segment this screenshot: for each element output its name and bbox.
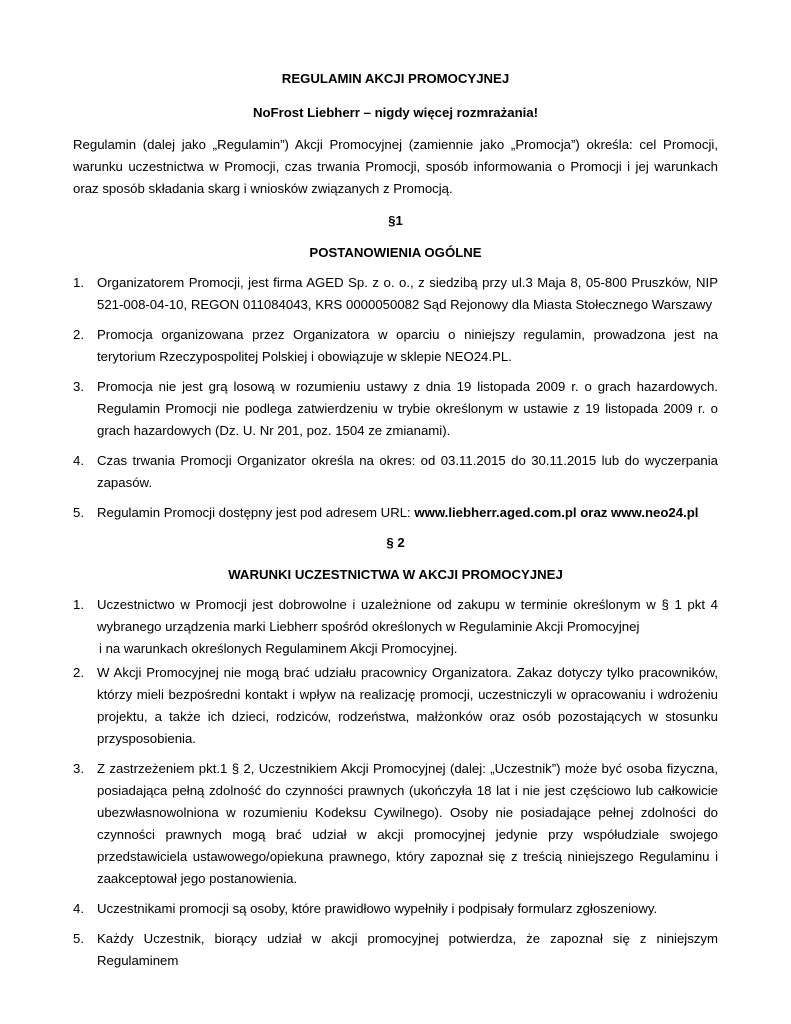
- item-text-continuation: i na warunkach określonych Regulaminem Akcji Promocyjnej.: [99, 641, 458, 656]
- item-number: 1.: [73, 597, 84, 612]
- list-item: [73, 450, 718, 494]
- item-number: 4.: [73, 901, 84, 916]
- item-number: 5.: [73, 505, 84, 520]
- document-subtitle: NoFrost Liebherr – nigdy więcej rozmrażania!: [252, 105, 539, 120]
- list-item: [73, 502, 718, 524]
- section-1-list: [73, 272, 718, 524]
- item-number: 2.: [73, 665, 84, 680]
- item-text: Promocja nie jest grą losową w rozumieniu ustawy z dnia 19 listopada 2009 r. o grach hazardowych. Regulamin Promocji nie podlega zatwierdzeniu w trybie określonym w ustawie z 19 listopada 2009 r. o grach hazardowych (Dz. U. Nr 201, poz. 1504 ze zmianami).: [97, 379, 718, 438]
- item-text: Każdy Uczestnik, biorący udział w akcji promocyjnej potwierdza, że zapoznał się z niniejszym Regulaminem: [97, 931, 718, 968]
- list-item: [73, 898, 718, 920]
- list-item: [73, 324, 718, 368]
- item-number: 2.: [73, 327, 84, 342]
- item-text: Regulamin Promocji dostępny jest pod adresem URL:: [97, 505, 415, 520]
- intro-paragraph: Regulamin (dalej jako „Regulamin”) Akcji Promocyjnej (zamiennie jako „Promocja”) określa: cel Promocji, warunku uczestnictwa w Promocji, czas trwania Promocji, sposób informowania o Promocji i jej warunkach oraz sposób składania skarg i wniosków związanych z Promocją.: [73, 137, 718, 196]
- item-text: Uczestnikami promocji są osoby, które prawidłowo wypełniły i podpisały formularz zgłoszeniowy.: [97, 901, 658, 916]
- item-number: 5.: [73, 931, 84, 946]
- section-1-title: POSTANOWIENIA OGÓLNE: [309, 245, 482, 260]
- item-text: Czas trwania Promocji Organizator określa na okres: od 03.11.2015 do 30.11.2015 lub do wyczerpania zapasów.: [97, 453, 718, 490]
- list-item: [73, 928, 718, 972]
- list-item: [73, 272, 718, 316]
- item-text: Promocja organizowana przez Organizatora w oparciu o niniejszy regulamin, prowadzona jest na terytorium Rzeczypospolitej Polskiej i obowiązuje w sklepie NEO24.PL.: [97, 327, 718, 364]
- document-title: REGULAMIN AKCJI PROMOCYJNEJ: [281, 71, 510, 86]
- item-text: W Akcji Promocyjnej nie mogą brać udziału pracownicy Organizatora. Zakaz dotyczy tylko pracowników, którzy mieli bezpośredni kontakt i wpływ na realizację promocji, uczestniczyli w opracowaniu i wdrożeniu projektu, a także ich dzieci, rodziców, rodzeństwa, małżonków oraz osób pozostających w stosunku przysposobienia.: [97, 665, 718, 746]
- item-number: 1.: [73, 275, 84, 290]
- list-item: [73, 594, 718, 660]
- section-1-number: §1: [388, 213, 403, 228]
- section-2-list: [73, 594, 718, 972]
- item-text: Organizatorem Promocji, jest firma AGED Sp. z o. o., z siedzibą przy ul.3 Maja 8, 05-800 Pruszków, NIP 521-008-04-10, REGON 011084043, KRS 0000050082 Sąd Rejonowy dla Miasta Stołecznego Warszawy: [97, 275, 718, 312]
- list-item: [73, 758, 718, 890]
- section-2-number: § 2: [386, 535, 405, 550]
- list-item: [73, 662, 718, 750]
- list-item: [73, 376, 718, 442]
- section-2-title: WARUNKI UCZESTNICTWA W AKCJI PROMOCYJNEJ: [228, 567, 563, 582]
- item-text: Uczestnictwo w Promocji jest dobrowolne i uzależnione od zakupu w terminie określonym w § 1 pkt 4 wybranego urządzenia marki Liebherr spośród określonych w Regulaminie Akcji Promocyjnej: [97, 597, 718, 634]
- item-number: 4.: [73, 453, 84, 468]
- item-text: Z zastrzeżeniem pkt.1 § 2, Uczestnikiem Akcji Promocyjnej (dalej: „Uczestnik”) może być osoba fizyczna, posiadająca pełną zdolność do czynności prawnych (ukończyła 18 lat i nie jest częściowo lub całkowicie ubezwłasnowolniona w rozumieniu Kodeksu Cywilnego). Osoby nie posiadające pełnej zdolności do czynności prawnych mogą brać udział w akcji promocyjnej jedynie przy współudziale swojego przedstawiciela ustawowego/opiekuna prawnego, który zapoznał się z treścią niniejszego Regulaminu i zaakceptował jego postanowienia.: [97, 761, 718, 886]
- item-number: 3.: [73, 761, 84, 776]
- regulation-urls: www.liebherr.aged.com.pl oraz www.neo24.pl: [414, 505, 699, 520]
- item-number: 3.: [73, 379, 84, 394]
